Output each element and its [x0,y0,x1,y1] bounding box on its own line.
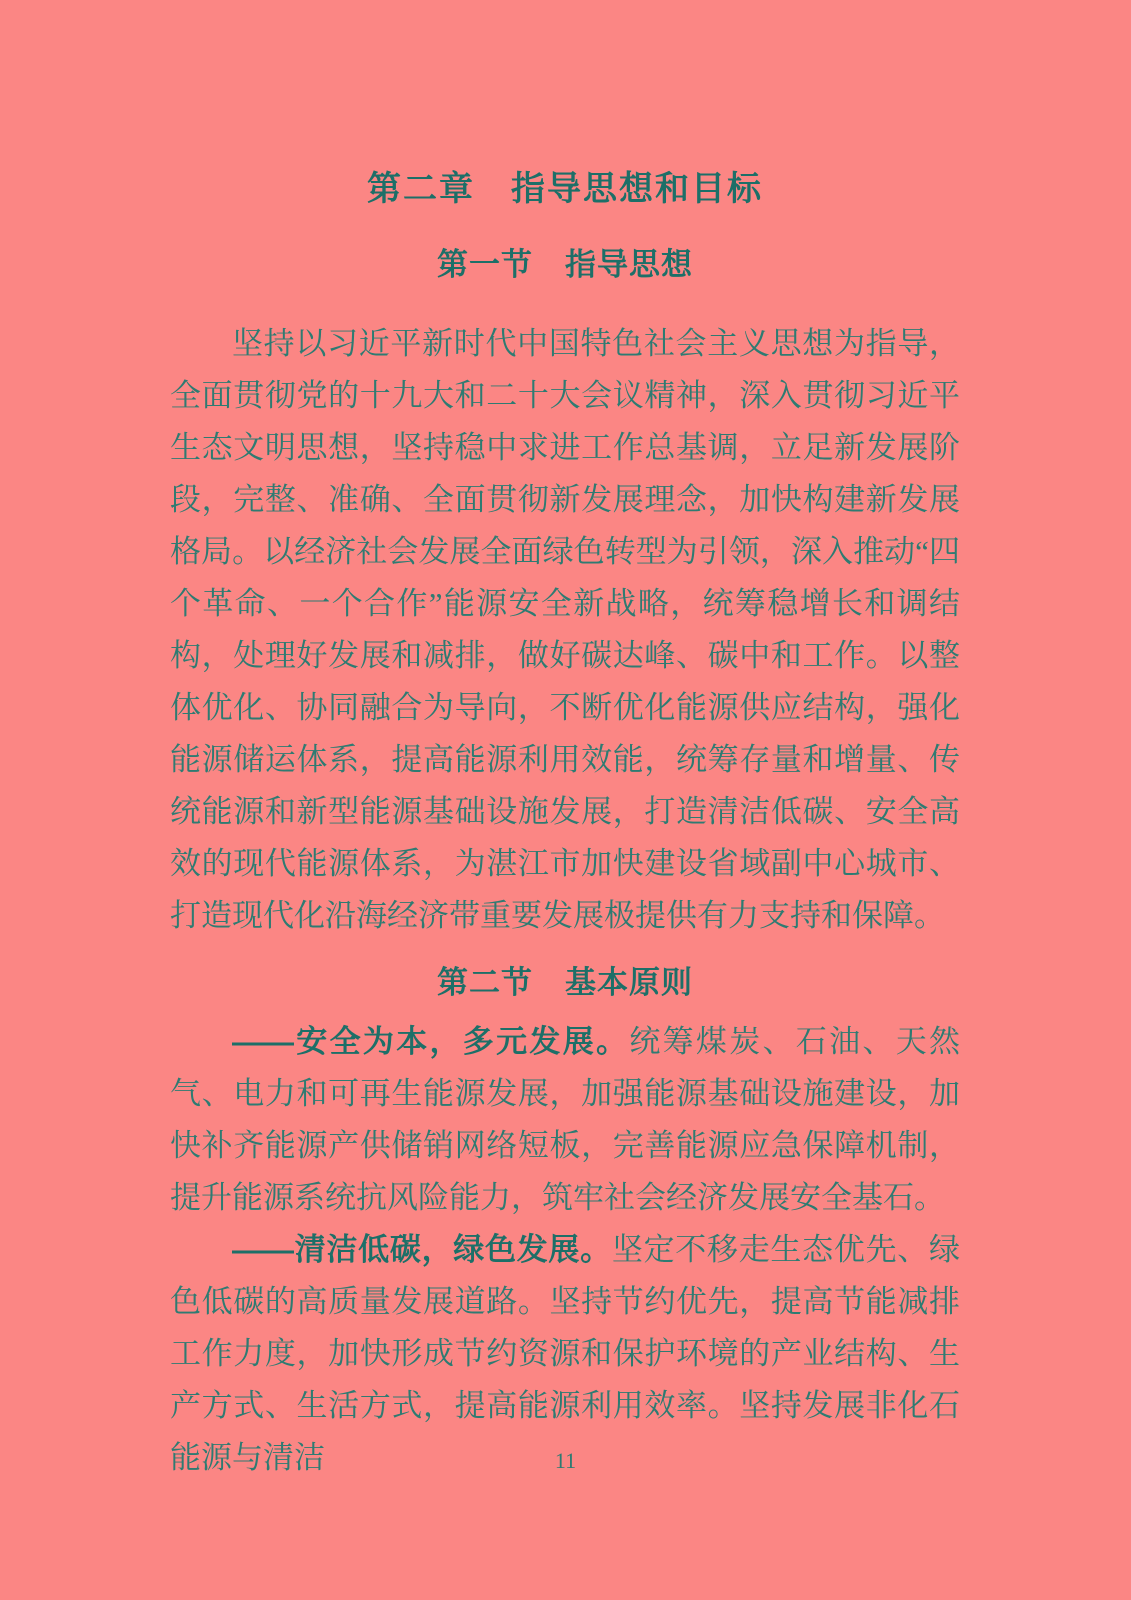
principle-2-body: 坚定不移走生态优先、绿色低碳的高质量发展道路。坚持节约优先，提高节能减排工作力度，加快形成节约资源和保护环境的产业结构、生产方式、生活方式，提高能源利用效率。坚持发展非化石能源与清洁 [170,1232,961,1475]
page-content [170,166,960,1484]
principle-2-lead: ——清洁低碳，绿色发展。 [232,1232,612,1267]
page-number: 11 [554,1448,577,1473]
chapter-title: 第二章 指导思想和目标 [367,170,763,208]
section-1-title: 第一节 指导思想 [437,247,693,282]
principle-1-body: 统筹煤炭、石油、天然气、电力和可再生能源发展，加强能源基础设施建设，加快补齐能源产供储销网络短板，完善能源应急保障机制，提升能源系统抗风险能力，筑牢社会经济发展安全基石。 [170,1024,961,1215]
principle-1-paragraph [170,1016,960,1224]
principle-1-lead: ——安全为本，多元发展。 [232,1024,630,1059]
principle-2-paragraph [170,1224,960,1484]
section-1-paragraph: 坚持以习近平新时代中国特色社会主义思想为指导，全面贯彻党的十九大和二十大会议精神，深入贯彻习近平生态文明思想，坚持稳中求进工作总基调，立足新发展阶段，完整、准确、全面贯彻新发展理念，加快构建新发展格局。以经济社会发展全面绿色转型为引领，深入推动“四个革命、一个合作”能源安全新战略，统筹稳增长和调结构，处理好发展和减排，做好碳达峰、碳中和工作。以整体优化、协同融合为导向，不断优化能源供应结构，强化能源储运体系，提高能源利用效能，统筹存量和增量、传统能源和新型能源基础设施发展，打造清洁低碳、安全高效的现代能源体系，为湛江市加快建设省域副中心城市、打造现代化沿海经济带重要发展极提供有力支持和保障。 [170,326,960,933]
section-2-title: 第二节 基本原则 [437,965,693,1000]
